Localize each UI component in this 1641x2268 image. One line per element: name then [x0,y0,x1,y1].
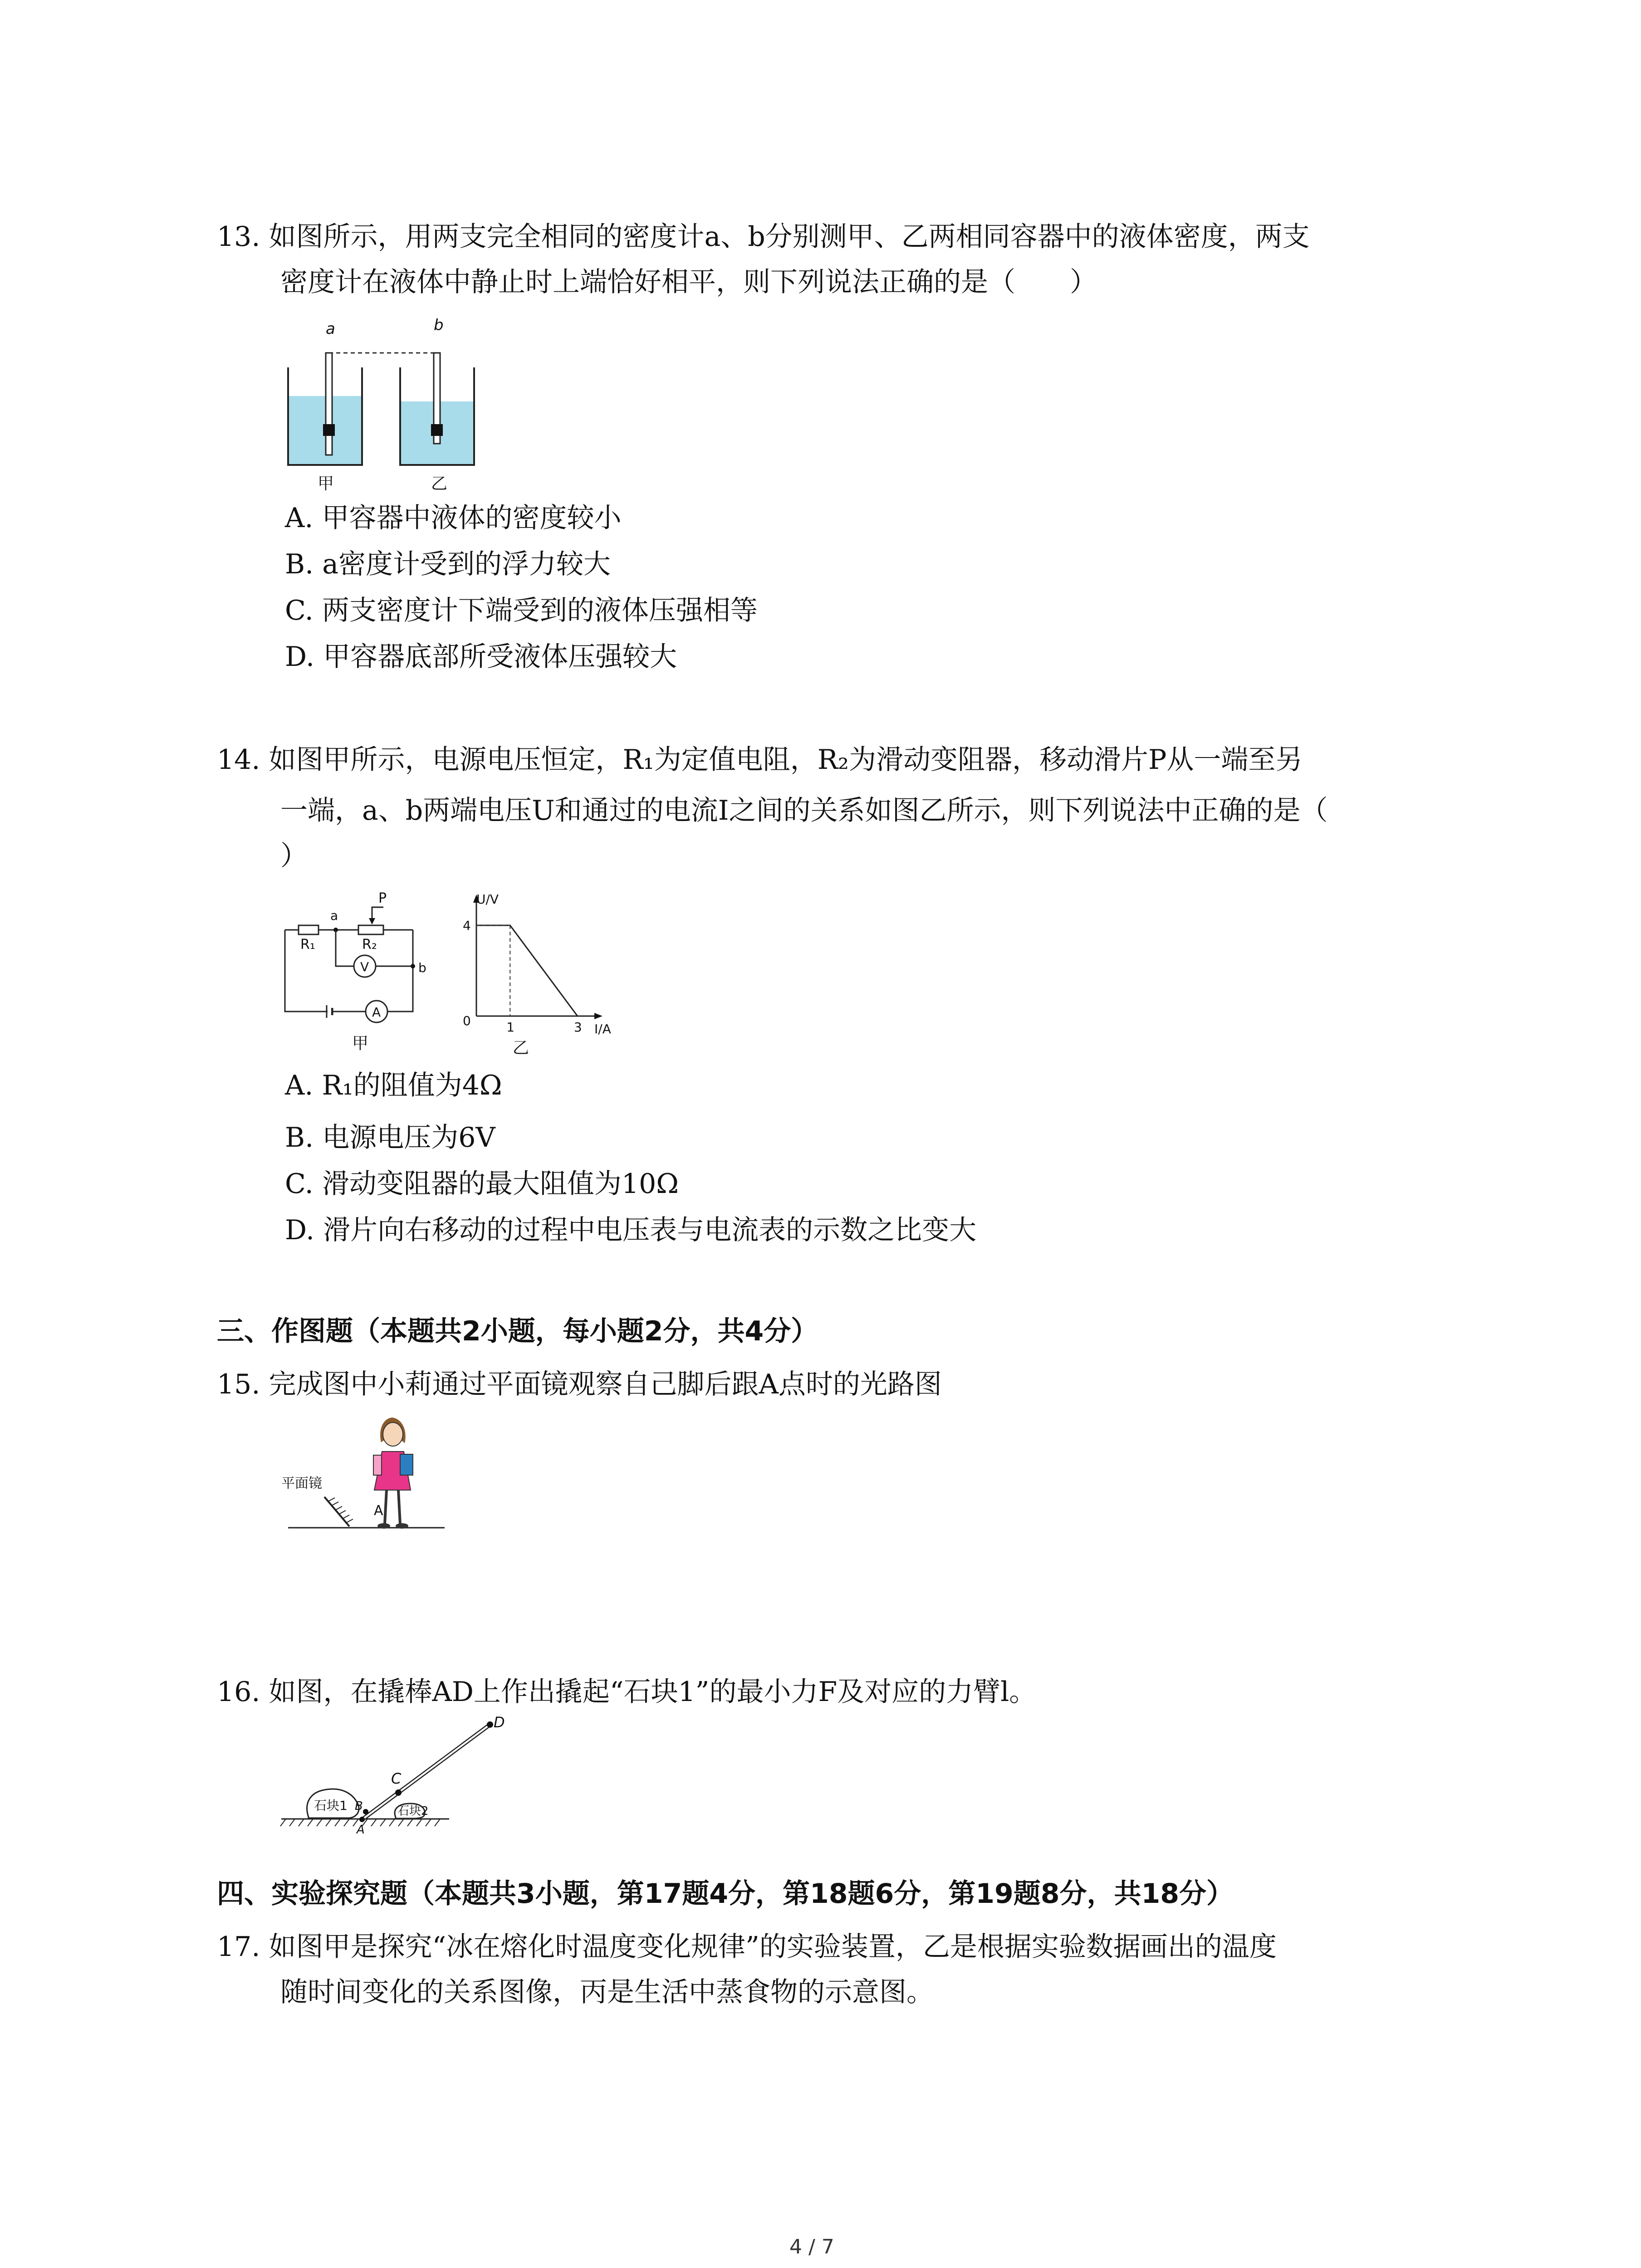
r1-label: R₁ [300,937,315,953]
caption-jia: 甲 [318,474,334,493]
voltmeter-wire-left [336,930,354,966]
point-d-dot [487,1721,493,1728]
ammeter-label: A [372,1005,381,1020]
q14-line2: 一端，a、b两端电压U和通过的电流I之间的关系如图乙所示，则下列说法中正确的是（ [280,795,1328,826]
q13-option-a: A. 甲容器中液体的密度较小 [285,502,622,534]
node-b-dot [411,964,415,968]
q16-text: 16. 如图，在撬棒AD上作出撬起“石块1”的最小力F及对应的力臂l。 [217,1676,1037,1708]
r2-label: R₂ [362,937,377,953]
q14-option-b: B. 电源电压为6V [285,1122,495,1154]
q14-option-d: D. 滑片向右移动的过程中电压表与电流表的示数之比变大 [285,1214,977,1246]
resistor-r1 [299,925,318,934]
stone-2-label: 石块2 [397,1804,429,1818]
node-b-label: b [418,960,426,975]
q14-circuit-diagram [281,889,440,1052]
graph-origin-label: 0 [463,1013,471,1028]
graph-xlabel: I/A [594,1022,611,1036]
q15-text: 15. 完成图中小莉通过平面镜观察自己脚后跟A点时的光路图 [217,1369,942,1400]
q14-line1: 14. 如图甲所示，电源电压恒定，R₁为定值电阻，R₂为滑动变阻器，移动滑片P从一端至另 [217,744,1303,776]
q14-line3: ） [280,840,308,872]
mirror-label: 平面镜 [281,1476,322,1491]
q17-line2: 随时间变化的关系图像，丙是生活中蒸食物的示意图。 [280,1976,934,2008]
q14-option-a: A. R₁的阻值为4Ω [285,1070,502,1101]
q13-line2: 密度计在液体中静止时上端恰好相平，则下列说法正确的是（ ） [280,266,1097,298]
hydrometer-a-label: a [326,320,335,338]
mirror-hatching [328,1498,353,1523]
graph-ytick-4: 4 [463,918,471,933]
q16-crowbar-figure [277,1715,531,1846]
hydrometer-b-label: b [434,316,444,334]
caption-yi: 乙 [431,474,448,493]
slider-wire [372,907,383,924]
battery-gap [328,1008,331,1015]
graph-caption: 乙 [513,1039,529,1057]
point-b-label: B [355,1799,363,1813]
q14-ui-graph [458,885,631,1057]
q13-option-b: B. a密度计受到的浮力较大 [285,548,611,580]
page-number: 4 / 7 [789,2235,834,2258]
graph-xtick-1: 1 [506,1020,515,1035]
point-b-dot [363,1809,368,1814]
section4-heading: 四、实验探究题（本题共3小题，第17题4分，第18题6分，第19题8分，共18分） [217,1878,1234,1910]
point-a-dot [359,1817,365,1822]
q13-line1: 13. 如图所示，用两支完全相同的密度计a、b分别测甲、乙两相同容器中的液体密度，两支 [217,221,1310,253]
section3-heading: 三、作图题（本题共2小题，每小题2分，共4分） [217,1315,818,1347]
graph-ylabel: U/V [476,892,499,907]
circuit-wire-right [386,930,413,1012]
hydrometer-a-bulb [323,424,335,436]
point-d-label: D [494,1714,505,1731]
q13-option-c: C. 两支密度计下端受到的液体压强相等 [285,595,758,626]
point-a-label: A [357,1823,365,1837]
point-a-label: A [374,1503,383,1519]
q13-hydrometer-figure [286,318,504,494]
slider-arrow [369,918,375,924]
stone-1-label: 石块1 [314,1798,348,1813]
hydrometer-a [326,353,332,455]
q14-option-c: C. 滑动变阻器的最大阻值为10Ω [285,1168,679,1200]
q15-mirror-figure [281,1411,454,1547]
resistor-r2 [358,925,383,934]
point-c-label: C [391,1770,402,1787]
graph-xtick-3: 3 [573,1020,582,1035]
graph-series-line [476,925,578,1016]
voltmeter-label: V [360,959,369,974]
graph-x-arrow [594,1013,603,1019]
q17-line1: 17. 如图甲是探究“冰在熔化时温度变化规律”的实验装置，乙是根据实验数据画出的温度 [217,1931,1277,1963]
point-c-dot [395,1789,402,1796]
hydrometer-b-bulb [431,424,443,436]
q13-option-d: D. 甲容器底部所受液体压强较大 [285,641,677,673]
slider-p-label: P [378,890,387,906]
node-a-label: a [330,908,338,923]
circuit-caption: 甲 [352,1034,369,1053]
